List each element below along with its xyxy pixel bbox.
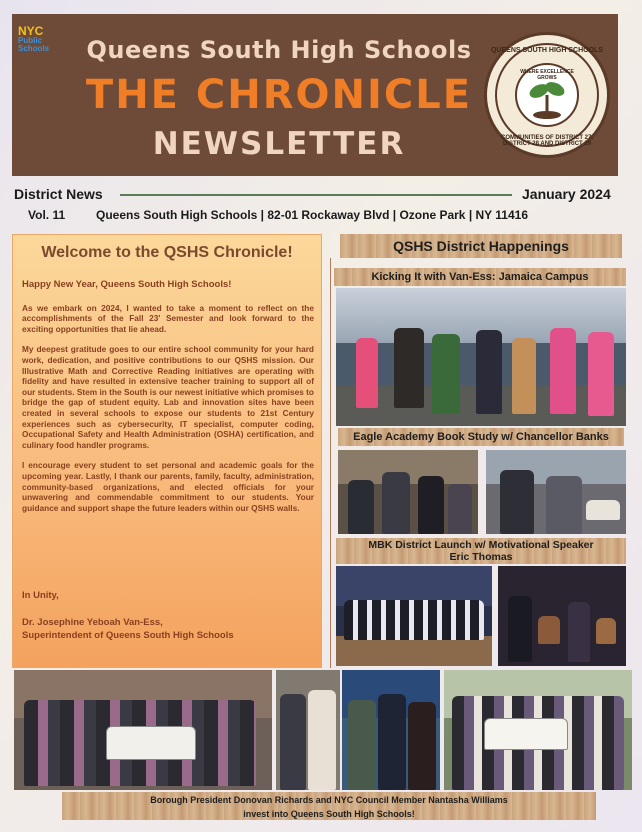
photo-figure xyxy=(394,328,424,408)
photo-figure xyxy=(308,690,336,790)
section-label: District News xyxy=(14,186,103,202)
photo-group xyxy=(344,600,484,640)
photo-eagle-academy-2 xyxy=(486,450,626,534)
photo-figure xyxy=(448,484,472,534)
bottom-caption: Borough President Donovan Richards and NYC Council Member Nantasha Williams invest into Queens South High Schools! xyxy=(62,792,596,820)
photo-figure xyxy=(508,596,532,662)
photo-figure xyxy=(280,694,306,790)
photo-caption: Eagle Academy Book Study w/ Chancellor Banks xyxy=(338,428,624,446)
photo-floor xyxy=(336,636,492,666)
ceremonial-check xyxy=(106,726,196,760)
seal-districts: COMMUNITIES OF DISTRICT 27, DISTRICT 28 AND DISTRICT 29 xyxy=(500,135,593,147)
photo-jamaica-campus xyxy=(336,288,626,426)
nyc-public-schools-logo: NYC Public Schools xyxy=(18,24,50,53)
signature-name: Dr. Josephine Yeboah Van-Ess, xyxy=(22,617,163,628)
photo-check-presentation-2 xyxy=(444,670,632,790)
drum-icon xyxy=(596,618,616,644)
signoff: In Unity, xyxy=(22,590,59,601)
letter-paragraph: I encourage every student to set personal and academic goals for the upcoming year. Lastly, I thank our parents, family, faculty, administration, community-based organizations, and elected officials for your unwavering and commendable commitment to our students. Your guidance and support shape the future leaders within our QSHS walls. xyxy=(22,460,314,513)
photo-figure xyxy=(500,470,534,534)
ceremonial-check xyxy=(484,718,568,750)
photo-officials-1 xyxy=(276,670,340,790)
photo-figure xyxy=(382,472,410,534)
photo-eagle-academy-1 xyxy=(338,450,478,534)
photo-figure xyxy=(512,338,536,414)
photo-figure xyxy=(348,700,376,790)
issue-date: January 2024 xyxy=(522,186,611,202)
newsletter-subtitle: NEWSLETTER xyxy=(152,126,406,162)
drum-icon xyxy=(538,616,560,644)
letter-paragraph: As we embark on 2024, I wanted to take a moment to reflect on the accomplishments of the Fall 23' Semester and look forward to the exciting opportunities that lie ahead. xyxy=(22,302,314,334)
column-divider xyxy=(330,258,331,668)
welcome-title: Welcome to the QSHS Chronicle! xyxy=(41,244,293,261)
photo-officials-2 xyxy=(342,670,440,790)
happenings-title: QSHS District Happenings xyxy=(393,238,569,254)
photo-figure xyxy=(476,330,502,414)
photo-figure xyxy=(418,476,444,534)
district-seal xyxy=(484,32,610,158)
photo-table xyxy=(586,500,620,520)
photo-figure xyxy=(432,334,460,414)
photo-figure xyxy=(348,480,374,534)
welcome-letter xyxy=(22,280,314,523)
seal-motto: WHERE EXCELLENCE GROWS xyxy=(520,69,574,81)
volume-number: Vol. 11 xyxy=(28,208,66,222)
photo-figure xyxy=(550,328,576,414)
photo-caption-mbk: MBK District Launch w/ Motivational Speaker Eric Thomas xyxy=(336,538,626,564)
photo-figure xyxy=(568,602,590,662)
seal-name: QUEENS SOUTH HIGH SCHOOLS xyxy=(490,47,603,54)
photo-caption: Kicking It with Van-Ess: Jamaica Campus xyxy=(334,268,626,286)
greeting: Happy New Year, Queens South High Schools! xyxy=(22,279,232,290)
photo-check-presentation-1 xyxy=(14,670,272,790)
signature-title: Superintendent of Queens South High Schools xyxy=(22,630,234,641)
photo-figure xyxy=(588,332,614,416)
address-line: Queens South High Schools | 82-01 Rockaway Blvd | Ozone Park | NY 11416 xyxy=(96,208,528,222)
photo-figure xyxy=(356,338,378,408)
photo-figure xyxy=(378,694,406,790)
happenings-banner xyxy=(340,234,622,258)
photo-figure xyxy=(408,702,436,790)
letter-paragraph: My deepest gratitude goes to our entire school community for your hard work, dedication, and positive contributions to our QSHS mission. Our Illustrative Math and Corrective Reading initiatives are operating with fidelity and have resulted in extensive teacher training to support all of our students. Stem in the South is our newest initiative which promises to bridge the gap of student equity. Lab and innovation sites have been created in several schools to expose our students to 21st Century experiences such as cybersecurity, IT specialist, computer coding, Occupational Safety and Health Administration (OSHA) certification, and culinary food handler programs. xyxy=(22,344,314,450)
newsletter-title: THE CHRONICLE xyxy=(85,72,473,118)
signature-block xyxy=(22,616,314,642)
divider-line xyxy=(120,194,512,196)
photo-mbk-launch-1 xyxy=(336,566,492,666)
org-name: Queens South High Schools xyxy=(86,36,472,64)
photo-mbk-launch-2 xyxy=(498,566,626,666)
photo-figure xyxy=(546,476,582,534)
